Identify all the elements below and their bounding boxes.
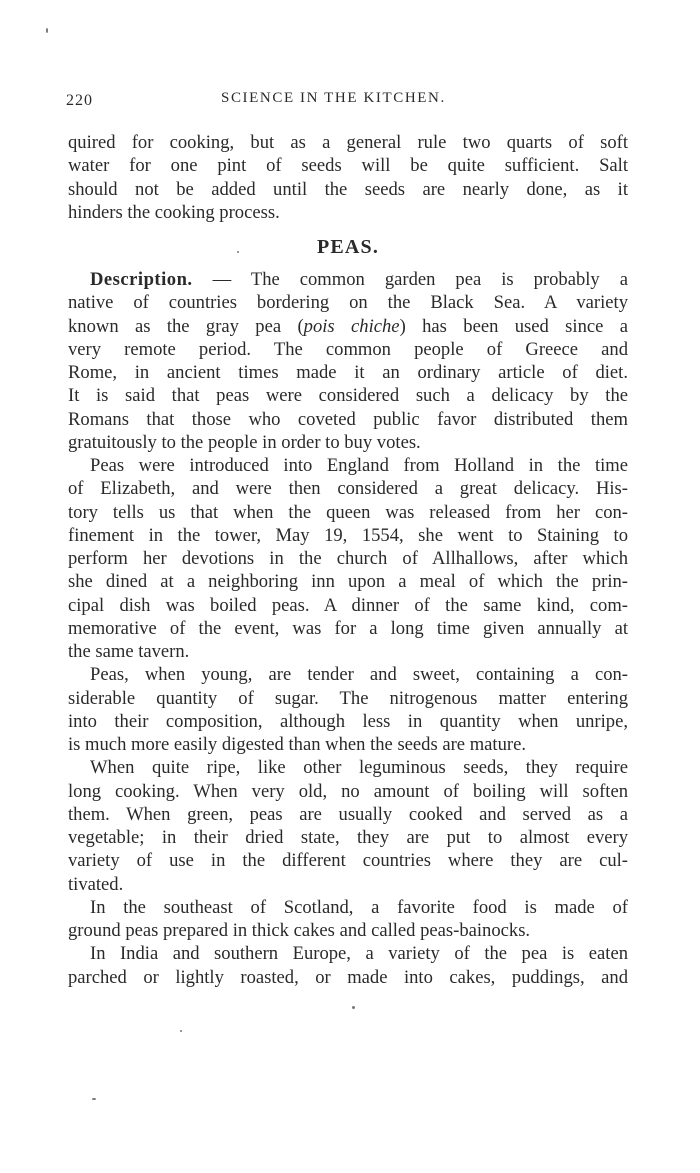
text-line: them. When green, peas are usually cooked and served as a: [68, 803, 628, 825]
scan-speck: [46, 28, 48, 33]
scan-speck: [237, 251, 239, 253]
scan-speck: [92, 1098, 96, 1100]
text-line: In India and southern Europe, a variety of the pea is eaten: [90, 943, 628, 965]
body-text: [68, 131, 628, 989]
text-span: ) has been used since a: [399, 315, 628, 337]
text-line: tivated.: [68, 873, 124, 895]
text-line: quired for cooking, but as a general rule two quarts of soft: [68, 132, 628, 153]
text-line: It is said that peas were considered such a delicacy by the: [68, 385, 628, 407]
page-number: 220: [66, 92, 93, 109]
text-line: variety of use in the different countries where they are cul-: [68, 850, 628, 872]
text-line: hinders the cooking process.: [68, 201, 280, 223]
text-line: very remote period. The common people of Greece and: [68, 338, 628, 360]
text-line: of Elizabeth, and were then considered a great delicacy. His-: [68, 478, 628, 500]
text-line: memorative of the event, was for a long time given annually at: [68, 617, 628, 639]
text-line: ground peas prepared in thick cakes and called peas-bainocks.: [68, 920, 531, 941]
text-line: into their composition, although less in quantity when unripe,: [68, 710, 628, 732]
scan-speck: [180, 1030, 182, 1032]
run-in-heading: Description.: [90, 269, 193, 290]
text-line: perform her devotions in the church of Allhallows, after which: [68, 548, 628, 569]
text-line: In the southeast of Scotland, a favorite food is made of: [90, 896, 628, 918]
text-span: The common garden pea is probably a: [250, 269, 628, 290]
text-line: should not be added until the seeds are nearly done, as it: [68, 178, 628, 200]
text-line: vegetable; in their dried state, they are put to almost every: [68, 827, 628, 848]
text-line: finement in the tower, May 19, 1554, she went to Staining to: [68, 524, 628, 546]
italic-term: pois chiche: [303, 315, 400, 337]
section-title: PEAS.: [316, 236, 380, 258]
text-line: [68, 268, 628, 291]
text-line: Romans that those who coveted public favor distributed them: [68, 408, 628, 430]
text-line: water for one pint of seeds will be quite sufficient. Salt: [68, 155, 628, 177]
scan-speck: [352, 1006, 355, 1009]
running-head: SCIENCE IN THE KITCHEN.: [221, 90, 446, 106]
text-line: long cooking. When very old, no amount of boiling will soften: [68, 780, 628, 802]
text-span: known as the gray pea (: [68, 315, 304, 337]
text-line: she dined at a neighboring inn upon a meal of which the prin-: [68, 571, 628, 593]
page-header: [66, 90, 631, 112]
text-line: Peas were introduced into England from Holland in the time: [90, 455, 628, 476]
text-line: is much more easily digested than when the seeds are mature.: [68, 734, 526, 755]
text-line: parched or lightly roasted, or made into cakes, puddings, and: [68, 966, 628, 988]
text-line: gratuitously to the people in order to buy votes.: [68, 431, 421, 453]
text-line: When quite ripe, like other leguminous seeds, they require: [90, 757, 628, 779]
text-line: Rome, in ancient times made it an ordinary article of diet.: [68, 362, 628, 383]
em-dash: —: [192, 269, 251, 290]
text-line: siderable quantity of sugar. The nitrogenous matter entering: [68, 687, 628, 709]
text-line: native of countries bordering on the Black Sea. A variety: [68, 292, 628, 314]
text-line: cipal dish was boiled peas. A dinner of the same kind, com-: [68, 594, 628, 616]
text-line: tory tells us that when the queen was released from her con-: [68, 501, 628, 523]
text-line: [68, 315, 628, 338]
text-line: the same tavern.: [68, 641, 190, 662]
text-line: Peas, when young, are tender and sweet, containing a con-: [90, 664, 628, 686]
